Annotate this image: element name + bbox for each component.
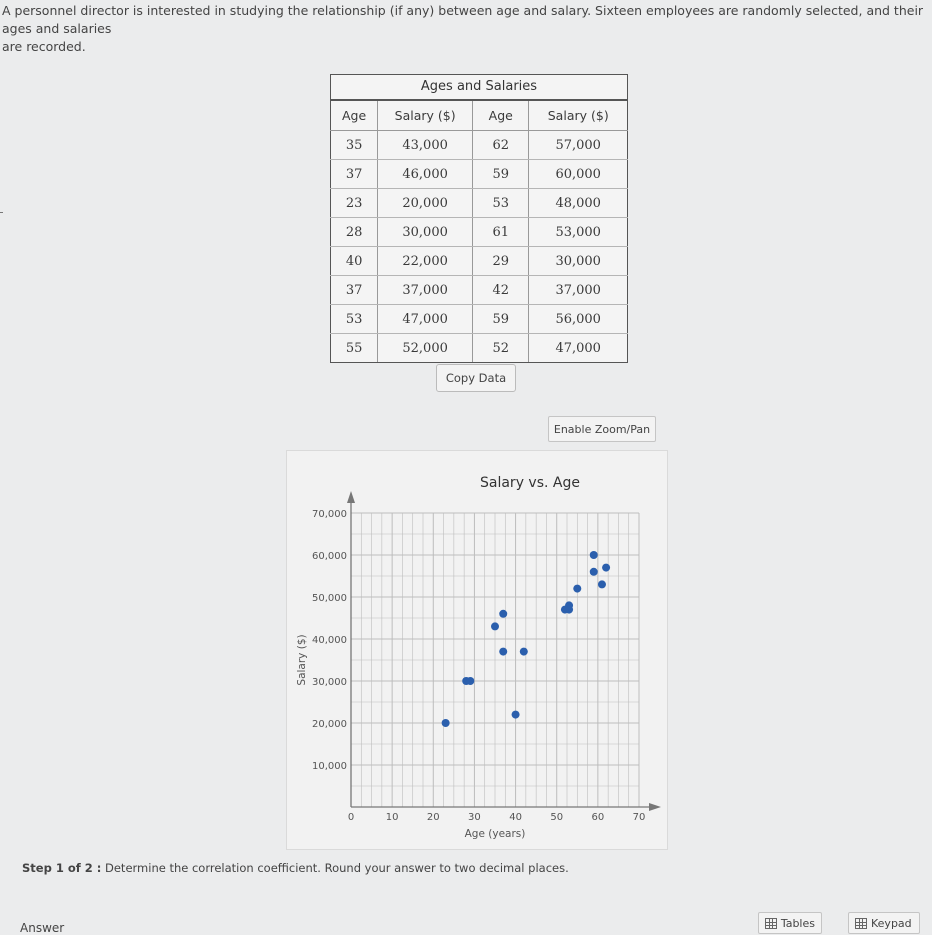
table-cell: 28	[331, 218, 378, 247]
problem-line-1: A personnel director is interested in studying the relationship (if any) between age and salary. Sixteen employees are randomly selected, and their ages and salaries	[2, 3, 924, 36]
table-header-row	[331, 100, 628, 131]
table-cell: 42	[473, 276, 529, 305]
y-tick-label: 10,000	[312, 761, 347, 772]
header-salary-1: Salary ($)	[378, 100, 473, 131]
table-cell: 37	[331, 160, 378, 189]
table-cell: 53	[473, 189, 529, 218]
table-row	[331, 131, 628, 160]
table-cell: 23	[331, 189, 378, 218]
table-cell: 30,000	[378, 218, 473, 247]
tables-button-label: Tables	[780, 916, 815, 930]
enable-zoom-pan-button[interactable]: Enable Zoom/Pan	[548, 416, 656, 442]
data-point	[590, 551, 598, 559]
x-axis-arrow	[649, 803, 661, 811]
data-point	[512, 711, 520, 719]
table-cell: 37,000	[529, 276, 628, 305]
y-tick-label: 50,000	[312, 593, 347, 604]
table-cell: 37	[331, 276, 378, 305]
x-tick-label: 0	[347, 812, 355, 823]
table-icon	[765, 918, 777, 929]
table-cell: 35	[331, 131, 378, 160]
header-age-2: Age	[473, 100, 529, 131]
edge-marker	[0, 212, 3, 213]
table-cell: 43,000	[378, 131, 473, 160]
x-tick-label: 70	[632, 812, 646, 823]
table-body	[331, 131, 628, 363]
y-axis-label: Salary ($)	[296, 634, 308, 686]
data-point	[598, 580, 606, 588]
data-point	[520, 648, 528, 656]
problem-statement	[0, 2, 932, 56]
table-cell: 52	[473, 334, 529, 363]
scatter-chart-panel	[286, 450, 668, 850]
table-cell: 62	[473, 131, 529, 160]
table-row	[331, 160, 628, 189]
ages-salaries-table	[330, 74, 628, 363]
table-row	[331, 305, 628, 334]
y-axis-arrow	[347, 491, 355, 503]
table-cell: 59	[473, 160, 529, 189]
table-row	[331, 218, 628, 247]
table-row	[331, 247, 628, 276]
table-cell: 53	[331, 305, 378, 334]
table-cell: 37,000	[378, 276, 473, 305]
x-tick-label: 30	[468, 812, 481, 823]
table-cell: 20,000	[378, 189, 473, 218]
x-tick-label: 10	[385, 812, 399, 823]
x-axis-label: Age (years)	[464, 828, 526, 840]
data-point	[499, 648, 507, 656]
y-tick-label: 60,000	[312, 551, 347, 562]
data-point	[602, 564, 610, 572]
table-title: Ages and Salaries	[330, 74, 628, 99]
data-point	[491, 622, 499, 630]
y-tick-label: 70,000	[312, 509, 347, 520]
table-cell: 22,000	[378, 247, 473, 276]
keypad-button[interactable]	[848, 912, 920, 934]
step-instruction	[22, 861, 569, 875]
header-salary-2: Salary ($)	[529, 100, 628, 131]
table-cell: 56,000	[529, 305, 628, 334]
data-point	[573, 585, 581, 593]
scatter-chart	[287, 451, 667, 849]
table-cell: 55	[331, 334, 378, 363]
data-point	[442, 719, 450, 727]
table-cell: 48,000	[529, 189, 628, 218]
answer-label: Answer	[20, 921, 65, 935]
table-cell: 57,000	[529, 131, 628, 160]
table-cell: 46,000	[378, 160, 473, 189]
x-tick-label: 20	[426, 812, 440, 823]
table-cell: 53,000	[529, 218, 628, 247]
keypad-button-label: Keypad	[871, 916, 912, 930]
y-tick-label: 30,000	[312, 677, 347, 688]
table-cell: 29	[473, 247, 529, 276]
data-point	[561, 606, 569, 614]
table-row	[331, 334, 628, 363]
table-cell: 61	[473, 218, 529, 247]
y-tick-label: 20,000	[312, 719, 347, 730]
data-point	[499, 610, 507, 618]
table-cell: 47,000	[378, 305, 473, 334]
table-cell: 52,000	[378, 334, 473, 363]
x-tick-label: 60	[591, 812, 605, 823]
x-tick-label: 50	[550, 812, 564, 823]
table-row	[331, 276, 628, 305]
table-cell: 47,000	[529, 334, 628, 363]
table-cell: 30,000	[529, 247, 628, 276]
data-point	[590, 568, 598, 576]
data-point	[466, 677, 474, 685]
table-cell: 60,000	[529, 160, 628, 189]
table-cell: 40	[331, 247, 378, 276]
step-prefix: Step 1 of 2 :	[22, 861, 102, 875]
x-tick-label: 40	[509, 812, 522, 823]
keypad-icon	[855, 918, 867, 929]
y-tick-label: 40,000	[312, 635, 347, 646]
tables-button[interactable]	[758, 912, 822, 934]
step-text: Determine the correlation coefficient. Round your answer to two decimal places.	[105, 861, 569, 875]
copy-data-button[interactable]: Copy Data	[436, 364, 516, 392]
table-cell: 59	[473, 305, 529, 334]
problem-line-2: are recorded.	[2, 39, 86, 54]
table-row	[331, 189, 628, 218]
chart-title: Salary vs. Age	[480, 475, 580, 491]
header-age-1: Age	[331, 100, 378, 131]
